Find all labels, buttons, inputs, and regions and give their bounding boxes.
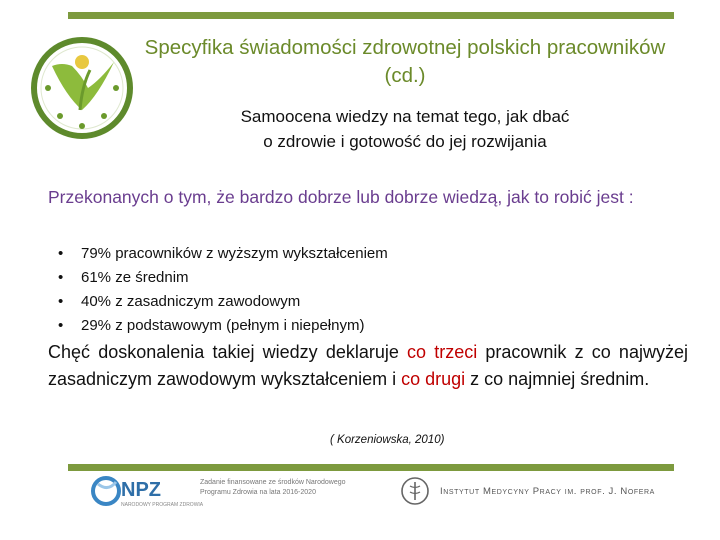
subtitle-line-2: o zdrowie i gotowość do jej rozwijania: [263, 132, 547, 151]
page-title: Specyfika świadomości zdrowotnej polskich pracowników (cd.): [144, 36, 666, 87]
page-subtitle: [150, 104, 660, 154]
bullet-icon: •: [58, 245, 64, 262]
institute-logo-icon: [400, 476, 430, 506]
highlight-co-trzeci: co trzeci: [407, 342, 478, 362]
list-item: • 29% z podstawowym (pełnym i niepełnym): [48, 314, 688, 338]
statistics-list: [48, 242, 688, 338]
citation: ( Korzeniowska, 2010): [330, 434, 445, 446]
npz-logo-subtext: NARODOWY PROGRAM ZDROWIA: [121, 502, 204, 508]
list-item: • 40% z zasadniczym zawodowym: [48, 290, 688, 314]
subtitle-line-1: Samoocena wiedzy na temat tego, jak dbać: [240, 107, 570, 126]
funding-note: Zadanie finansowane ze środków Narodowego Programu Zdrowia na lata 2016-2020: [200, 479, 346, 496]
bullet-icon: •: [58, 317, 64, 334]
bullet-icon: •: [58, 269, 64, 286]
health-program-logo-icon: [30, 36, 134, 140]
list-item: • 79% pracowników z wyższym wykształceniem: [48, 242, 688, 266]
list-item: • 61% ze średnim: [48, 266, 688, 290]
intro-paragraph: Przekonanych o tym, że bardzo dobrze lub dobrze wiedzą, jak to robić jest :: [48, 187, 634, 207]
institute-name: Instytut Medycyny Pracy im. prof. J. Nofera: [440, 486, 655, 497]
bullet-icon: •: [58, 293, 64, 310]
conclusion-paragraph: Chęć doskonalenia takiej wiedzy deklaruje co trzeci pracownik z co najwyżej zasadniczym zawodowym wykształceniem i co drugi z co najmniej średnim.: [48, 342, 688, 389]
npz-logo-text: NPZ: [121, 479, 161, 501]
bottom-divider-bar: [68, 464, 674, 471]
highlight-co-drugi: co drugi: [401, 369, 466, 389]
top-divider-bar: [68, 12, 674, 19]
